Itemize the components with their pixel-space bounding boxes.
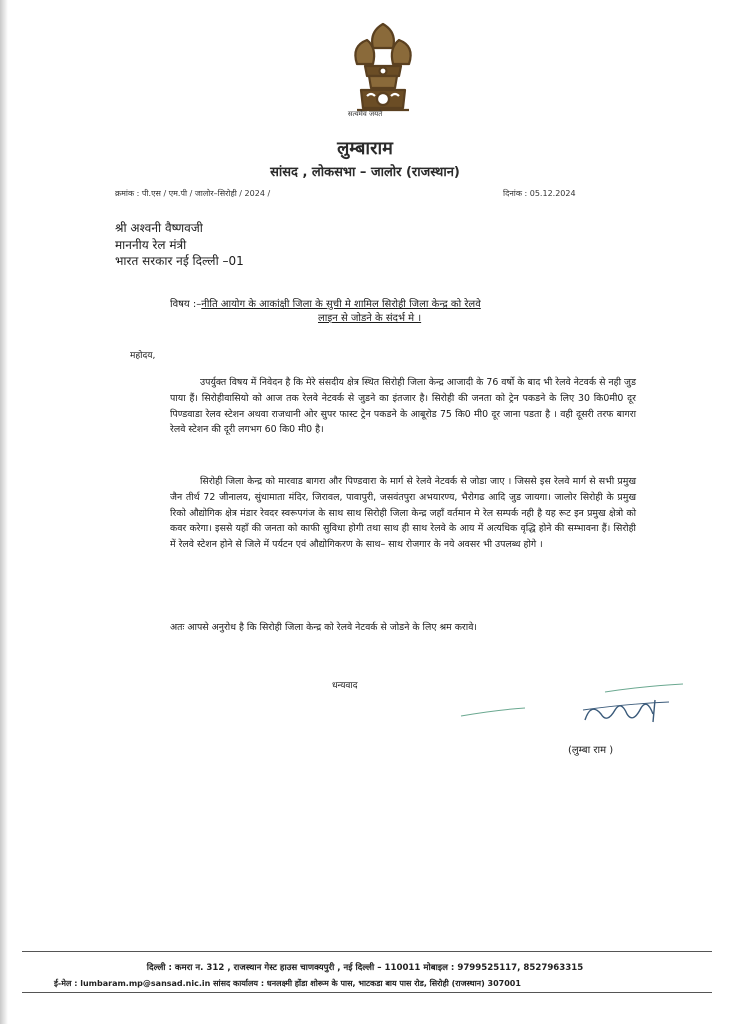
sender-name: लुम्बाराम <box>337 138 393 159</box>
signatory-name: (लुम्बा राम ) <box>568 745 614 756</box>
salutation: महोदय, <box>130 351 156 361</box>
handwritten-signature <box>455 680 685 740</box>
footer-divider-top <box>22 951 712 952</box>
closing-thanks: धन्यवाद <box>332 681 358 691</box>
ashoka-emblem-icon <box>343 18 423 120</box>
addressee-title: माननीय रेल मंत्री <box>115 237 187 252</box>
reference-number: क्रमांक : पी.एस / एम.पी / जालोर–सिरोही / 2024 / <box>115 189 271 198</box>
footer-email-office: ई-मेल : lumbaram.mp@sansad.nic.in सांसद कार्यालय : धनलक्ष्मी होंडा शोरूम के पास, भाटकडा बाय पास रोड, सिरोही (राजस्थान) 307001 <box>54 979 521 988</box>
body-paragraph-3: अतः आपसे अनुरोध है कि सिरोही जिला केन्द्र को रेलवे नेटवर्क से जोडने के लिए श्रम करावे। <box>170 622 477 633</box>
subject-line-2: लाइन से जोडने के संदर्भ मे । <box>318 313 422 324</box>
body-paragraph-1: उपर्युक्त विषय में निवेदन है कि मेरे संसदीय क्षेत्र स्थित सिरोही जिला केन्द्र आजादी के 76 वर्षो के बाद भी रेलवे नेटवर्क से नही जुड पाया हैं। सिरोहीवासियो को आज तक रेलवे नेटवर्क से जुडने का इंतजार है। सिरोही की जनता को ट्रेन पकडने के लिए 30 कि0मी0 दूर पिण्डवाडा रेलव स्टेशन अथवा राजधानी ओर सुपर फास्ट ट्रेन पकडने के आबूरोड 75 कि0 मी0 दूर जाना पडता है । वही दूसरी तरफ बागरा रेलवे स्टेशन की दूरी लगभग 60 कि0 मी0 है। <box>170 377 636 436</box>
subject-block <box>170 298 630 326</box>
addressee-block <box>115 220 244 270</box>
subject-prefix: विषय :– <box>170 299 202 310</box>
sender-designation: सांसद , लोकसभा – जालोर (राजस्थान) <box>270 165 460 180</box>
footer-divider-bottom <box>22 992 712 993</box>
addressee-name: श्री अश्वनी वैष्णवजी <box>115 221 203 235</box>
addressee-office: भारत सरकार नई दिल्ली –01 <box>115 254 244 268</box>
body-paragraph-2: सिरोही जिला केन्द्र को मारवाड बागरा और पिण्डवारा के मार्ग से रेलवे नेटवर्क से जोडा जाए । जिससे इस रेलवे मार्ग से सभी प्रमुख जैन तीर्थ 72 जीनालय, सुंधामाता मंदिर, जिरावल, पावापुरी, जसवंतपुरा अभयारण्य, भैरोगढ आदि जुड जायगा। जालोर सिरोही के प्रमुख रिको औद्योगिक क्षेत्र मंडार रेवदर स्वरूपगंज के साथ साथ सिरोही जिला केन्द्र जहॉं वर्तमान मे रेल सम्पर्क नही है यह रूट इन प्रमुख क्षेत्रो को कवर करेगा। इससे यहॉं की जनता को काफी सुविधा होगी तथा साथ ही साथ रेलवे के आय में अत्यधिक वृद्धि होने की सम्भावना हैं। सिरोही में रेलवे स्टेशन होने से जिले में पर्यटन एवं औद्योगिकरण के साथ– साथ रोजगार के नये अवसर भी उपलब्ध होगे । <box>170 476 636 551</box>
emblem-motto: सत्यमेव जयते <box>347 110 383 118</box>
letter-date: दिनांक : 05.12.2024 <box>503 189 576 198</box>
footer-delhi-address: दिल्ली : कमरा न. 312 , राजस्थान गेस्ट हाउस चाणक्यपुरी , नई दिल्ली – 110011 मोबाइल : 9799525117, 8527963315 <box>146 963 584 973</box>
subject-line-1: नीति आयोग के आकांक्षी जिला के सुची मे शामिल सिरोही जिला केन्द्र को रेलवे <box>201 299 481 310</box>
